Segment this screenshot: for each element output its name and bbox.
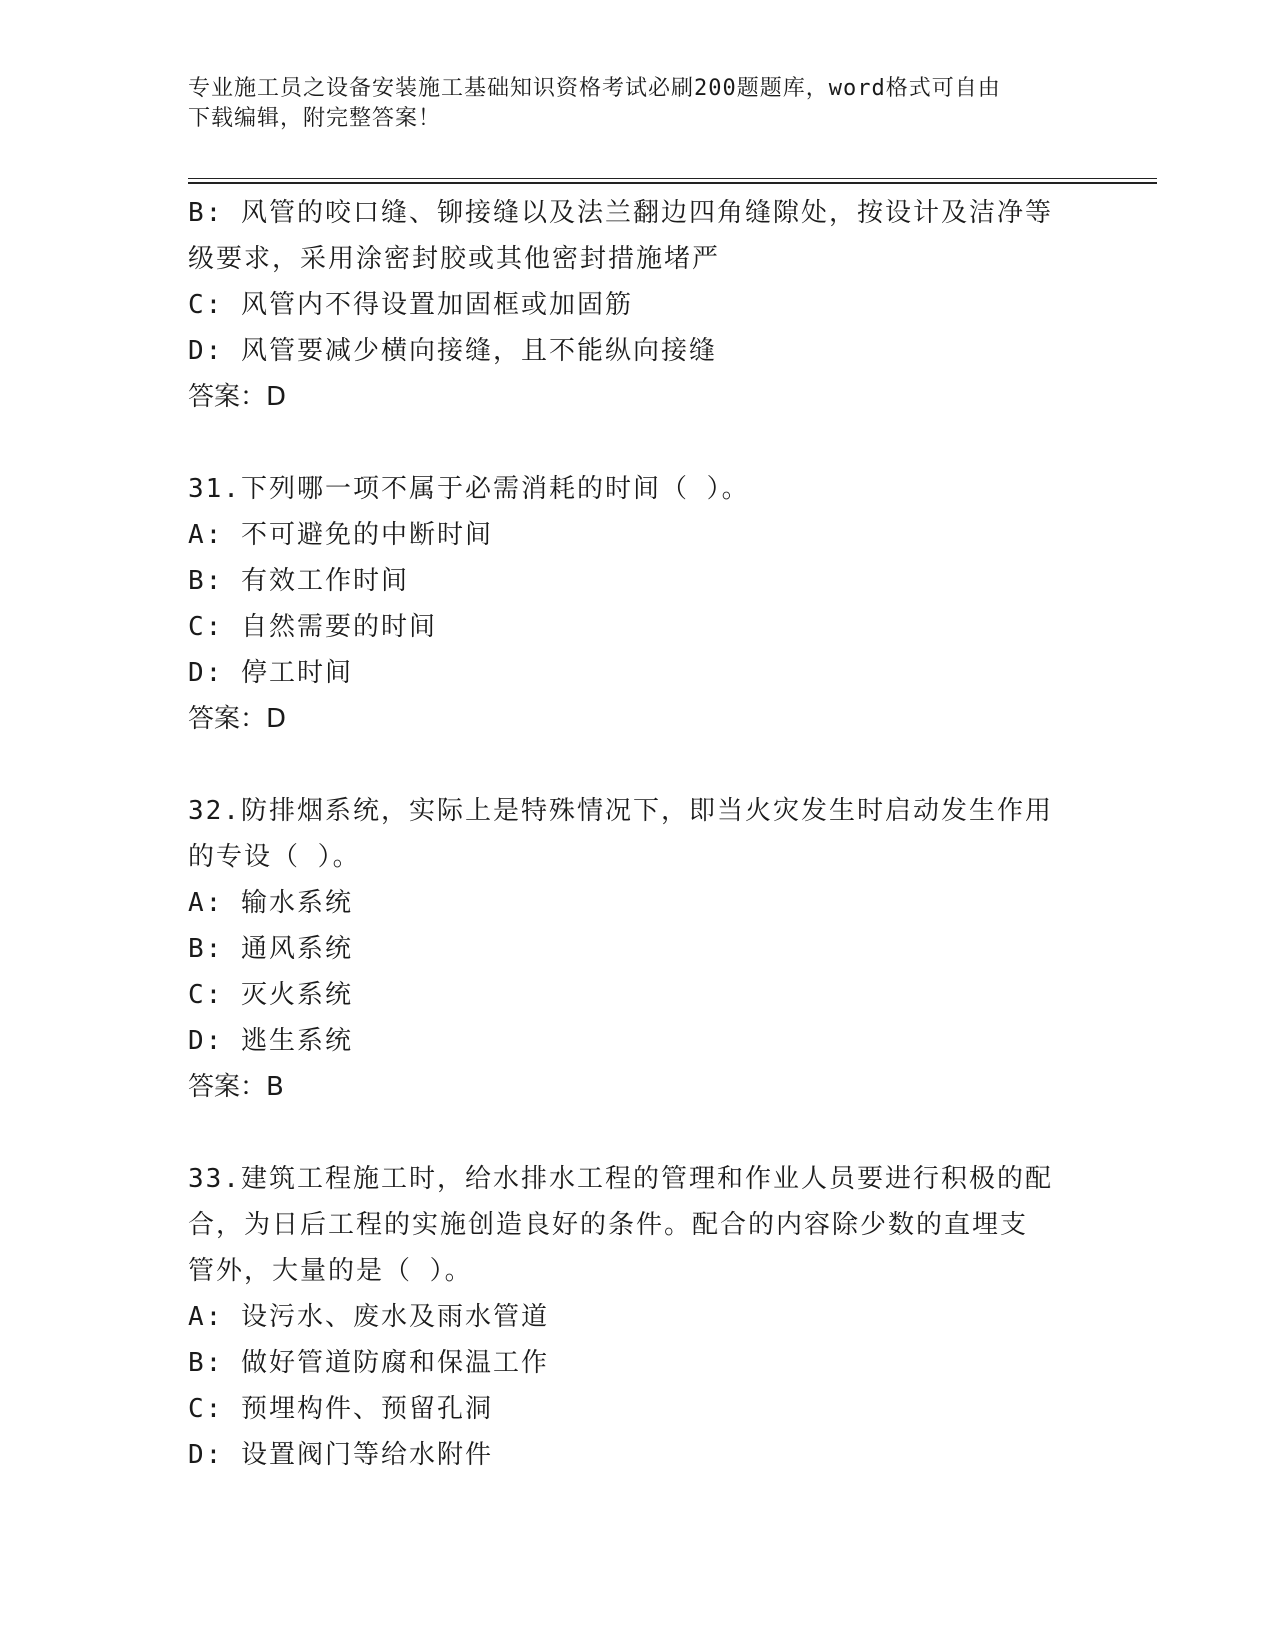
option-c: C: 预埋构件、预留孔洞 <box>188 1394 493 1424</box>
question-32 <box>188 788 1088 1110</box>
option-b: B: 有效工作时间 <box>188 566 409 596</box>
option-d: D: 逃生系统 <box>188 1026 353 1056</box>
question-33 <box>188 1156 1088 1478</box>
header-divider-thin <box>188 178 1157 179</box>
header-divider-thick <box>188 182 1157 184</box>
option-c: C: 灭火系统 <box>188 980 353 1010</box>
question-stem: 31.下列哪一项不属于必需消耗的时间（ ）。 <box>188 474 750 504</box>
option-a: A: 设污水、废水及雨水管道 <box>188 1302 549 1332</box>
question-stem: 33.建筑工程施工时，给水排水工程的管理和作业人员要进行积极的配 <box>188 1164 1053 1194</box>
document-header <box>188 74 1088 134</box>
question-stem-continued: 管外，大量的是（ ）。 <box>188 1256 473 1286</box>
question-stem: 32.防排烟系统，实际上是特殊情况下，即当火灾发生时启动发生作用 <box>188 796 1053 826</box>
option-a: A: 不可避免的中断时间 <box>188 520 493 550</box>
option-b: B: 做好管道防腐和保温工作 <box>188 1348 549 1378</box>
question-30 <box>188 190 1088 420</box>
option-c: C: 风管内不得设置加固框或加固筋 <box>188 290 633 320</box>
option-a: A: 输水系统 <box>188 888 353 918</box>
option-d: D: 设置阀门等给水附件 <box>188 1440 493 1470</box>
header-line-1: 专业施工员之设备安装施工基础知识资格考试必刷200题题库，word格式可自由 <box>188 76 1001 101</box>
spacer <box>188 742 1088 788</box>
answer: 答案：D <box>188 704 287 734</box>
question-stem-continued: 合，为日后工程的实施创造良好的条件。配合的内容除少数的直埋支 <box>188 1210 1029 1240</box>
question-stem-continued: 的专设（ ）。 <box>188 842 361 872</box>
option-d: D: 停工时间 <box>188 658 353 688</box>
answer: 答案：B <box>188 1072 284 1102</box>
header-line-2: 下载编辑，附完整答案！ <box>188 106 442 131</box>
option-b: B: 通风系统 <box>188 934 353 964</box>
option-b-continued: 级要求，采用涂密封胶或其他密封措施堵严 <box>188 244 721 274</box>
spacer <box>188 1110 1088 1156</box>
option-b: B: 风管的咬口缝、铆接缝以及法兰翻边四角缝隙处，按设计及洁净等 <box>188 198 1053 228</box>
spacer <box>188 420 1088 466</box>
option-d: D: 风管要减少横向接缝，且不能纵向接缝 <box>188 336 717 366</box>
option-c: C: 自然需要的时间 <box>188 612 437 642</box>
question-list <box>188 190 1088 1478</box>
question-31 <box>188 466 1088 742</box>
answer: 答案：D <box>188 382 287 412</box>
